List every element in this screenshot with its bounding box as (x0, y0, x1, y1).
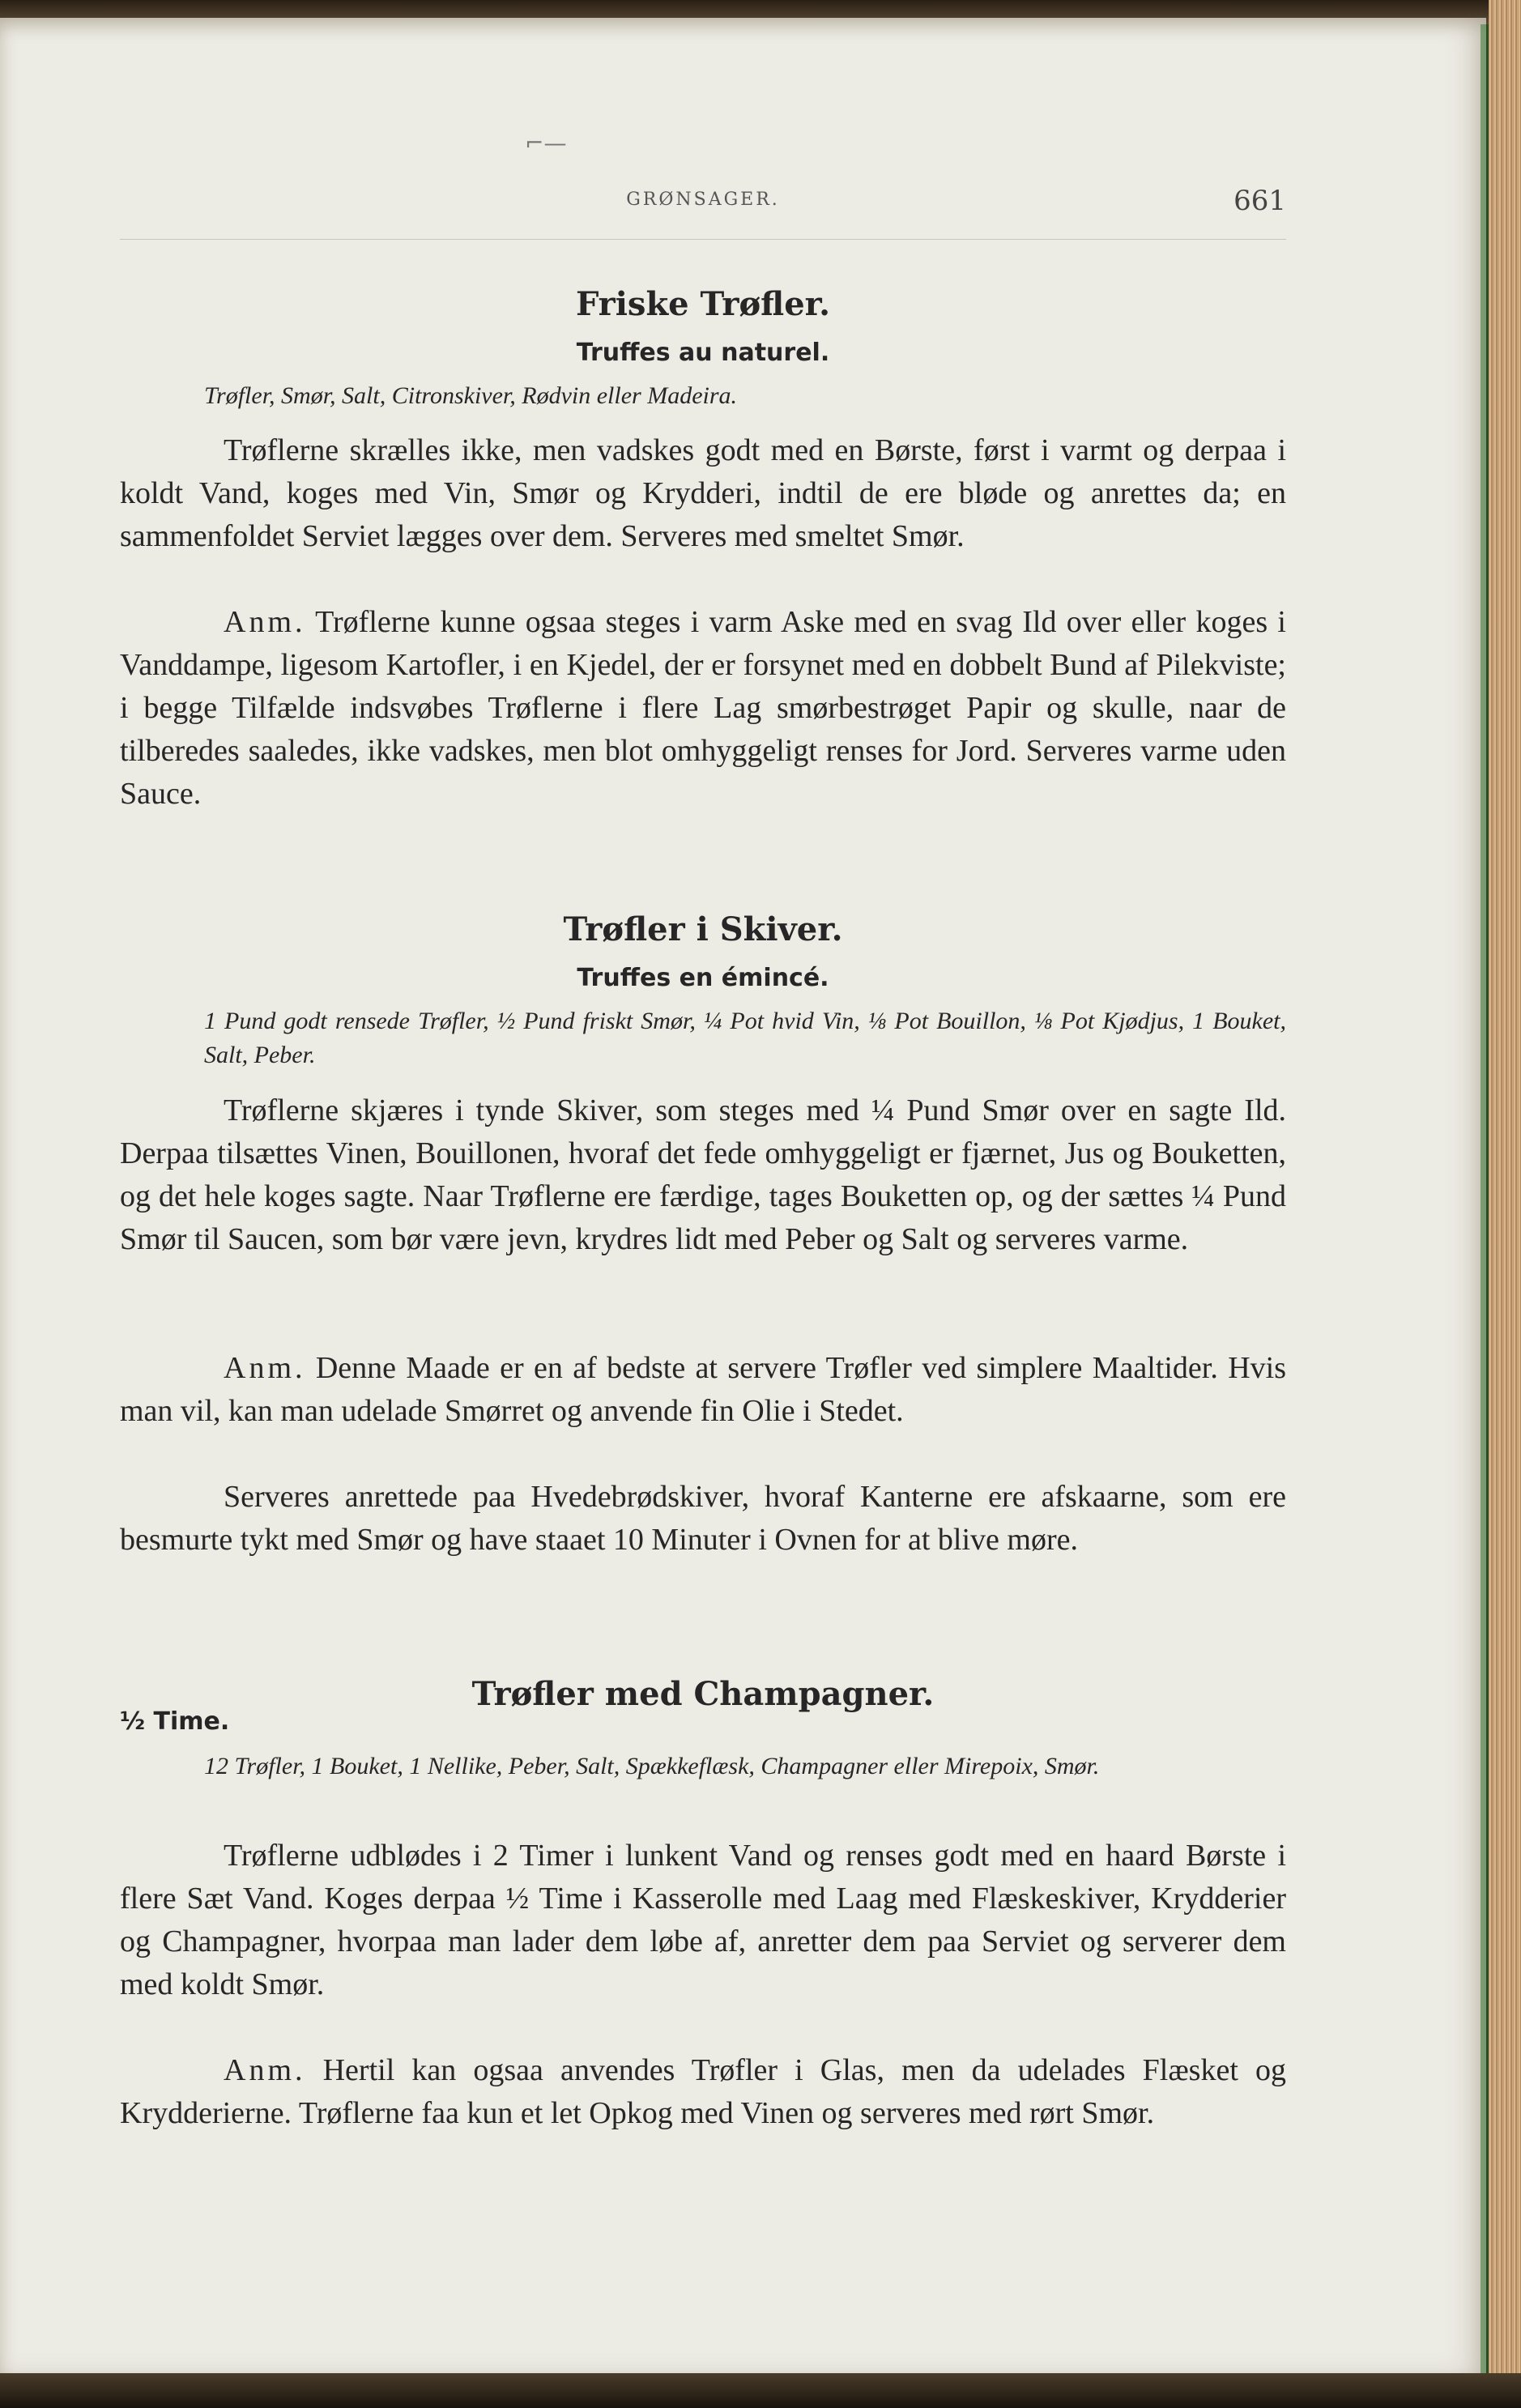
note-text: Hertil kan ogsaa anvendes Trøfler i Glas, men da udelades Flæsket og Krydderierne. Trøflerne faa kun et let Opkog med Vinen og serveres med rørt Smør. (120, 2053, 1286, 2130)
note-label: Anm. (224, 1351, 306, 1385)
recipe-time: ½ Time. (120, 1707, 230, 1736)
note-label: Anm. (224, 2053, 306, 2087)
note-text: Denne Maade er en af bedste at servere Trøfler ved simplere Maaltider. Hvis man vil, kan man udelade Smørret og anvende fin Olie i Stedet. (120, 1351, 1286, 1428)
recipe-paragraph: Trøflerne skjæres i tynde Skiver, som steges med ¼ Pund Smør over en sagte Ild. Derpaa tilsættes Vinen, Bouillonen, hvoraf det fede omhyggeligt er fjærnet, Jus og Bouketten, og det hele koges sagte. Naar Trøflerne ere færdige, tages Bouketten op, og der sættes ¼ Pund Smør til Saucen, som bør være jevn, krydres lidt med Peber og Salt og serveres varme. (120, 1093, 1286, 1256)
page-number: 661 (1233, 185, 1286, 217)
page-header (120, 185, 1286, 217)
recipe-ingredients: 12 Trøfler, 1 Bouket, 1 Nellike, Peber, Salt, Spækkeflæsk, Champagner eller Mirepoix, Smør. (204, 1753, 1100, 1779)
header-rule (120, 239, 1286, 240)
note-text: Trøflerne kunne ogsaa steges i varm Aske med en svag Ild over eller koges i Vanddampe, ligesom Kartofler, i en Kjedel, der er forsynet med en dobbelt Bund af Pilekviste; i begge Tilfælde indsvøbes Trøflerne i flere Lag smørbestrøget Papir og skulle, naar de tilberedes saaledes, ikke vadskes, men blot omhyggeligt renses for Jord. Serveres varme uden Sauce. (120, 605, 1286, 811)
recipe-title: Friske Trøfler. (575, 285, 831, 323)
recipe-title: Trøfler med Champagner. (471, 1675, 935, 1713)
recipe-ingredients: 1 Pund godt rensede Trøfler, ½ Pund friskt Smør, ¼ Pot hvid Vin, ⅛ Pot Bouillon, ⅛ Pot Kjødjus, 1 Bouket, Salt, Peber. (204, 1008, 1286, 1068)
running-head: GRØNSAGER. (626, 190, 780, 210)
note-label: Anm. (224, 605, 306, 639)
recipe-note (120, 2049, 1286, 2135)
recipe-subtitle: Truffes en émincé. (577, 964, 829, 992)
header-mark: ⌐— (525, 130, 567, 156)
recipe-subtitle: Truffes au naturel. (576, 339, 830, 367)
recipe-ingredients: Trøfler, Smør, Salt, Citronskiver, Rødvin eller Madeira. (204, 382, 738, 409)
recipe-paragraph: Trøflerne udblødes i 2 Timer i lunkent Vand og renses godt med en haard Børste i flere Sæt Vand. Koges derpaa ½ Time i Kasserolle med Laag med Flæskeskiver, Krydderier og Champagner, hvorpaa man lader dem løbe af, anretter dem paa Serviet og serverer dem med koldt Smør. (120, 1839, 1286, 2001)
book-bottom-edge (0, 2373, 1521, 2408)
recipe-title: Trøfler i Skiver. (563, 910, 843, 948)
recipe-paragraph-extra: Serveres anrettede paa Hvedebrødskiver, hvoraf Kanterne ere afskaarne, som ere besmurte tykt med Smør og have staaet 10 Minuter i Ovnen for at blive møre. (120, 1480, 1286, 1557)
recipe-note (120, 601, 1286, 816)
book-page-edges (1489, 0, 1521, 2408)
recipe-note (120, 1347, 1286, 1433)
recipe-paragraph: Trøflerne skrælles ikke, men vadskes godt med en Børste, først i varmt og derpaa i koldt Vand, koges med Vin, Smør og Krydderi, indtil de ere bløde og anrettes da; en sammenfoldet Serviet lægges over dem. Serveres med smeltet Smør. (120, 433, 1286, 553)
